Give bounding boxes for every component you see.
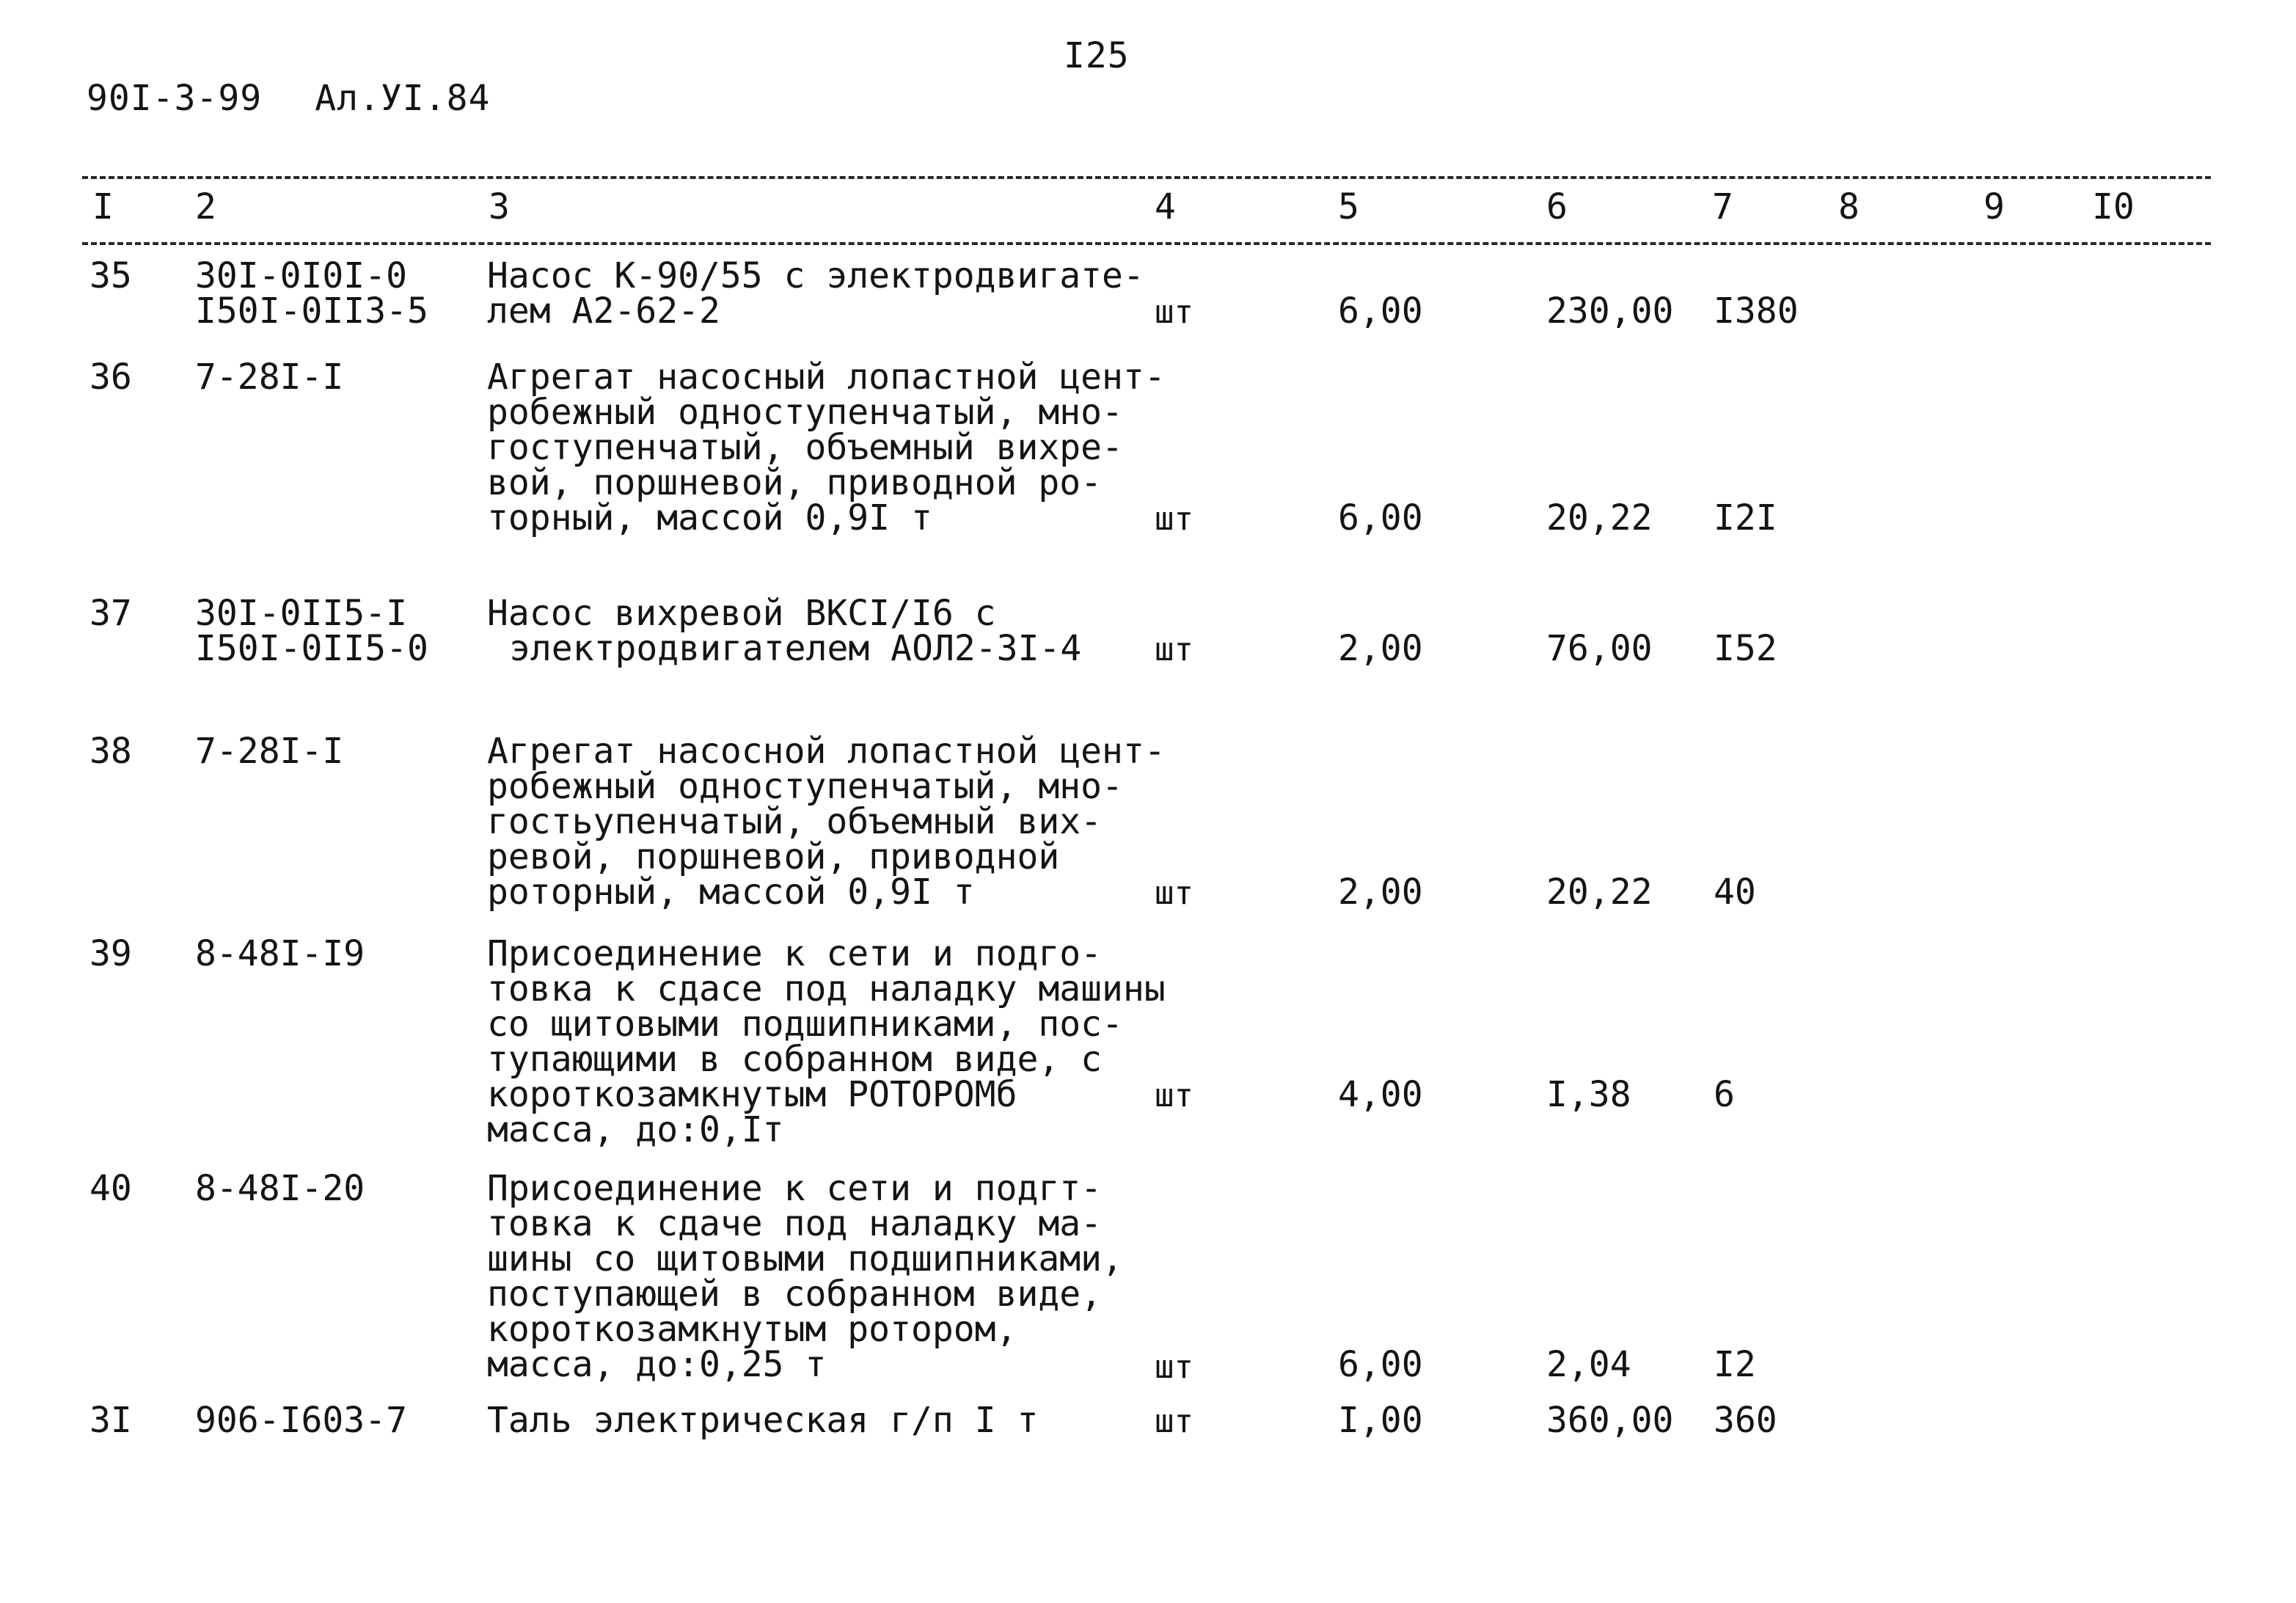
code-line: 7-28I-I [195,357,344,398]
code-line: I50I-0II3-5 [195,291,428,332]
row-total: 40 [1714,872,1756,913]
row-code [195,731,344,772]
description-line: товка к сдасе под наладку машины [487,968,1166,1009]
row-number: 36 [89,357,132,398]
row-code [195,357,344,398]
header-col-3: 3 [489,186,510,227]
row-total: I380 [1714,291,1799,332]
description-line: торный, массой 0,9I т [487,497,932,538]
description-line: роторный, массой 0,9I т [487,872,975,913]
table-top-rule [82,176,2211,179]
description-line: шины со щитовыми подшипниками, [487,1238,1123,1279]
header-col-4: 4 [1155,186,1176,227]
description-line: поступающей в собранном виде, [487,1274,1103,1315]
page-number: I25 [1064,35,1130,76]
row-description [487,1400,1039,1441]
row-price: 230,00 [1546,291,1674,332]
row-price: 2,04 [1546,1344,1631,1385]
code-line: I50I-0II5-0 [195,628,428,669]
doc-code-number: 90I-3-99 [87,78,263,119]
code-line: 906-I603-7 [195,1400,407,1441]
code-line: 30I-0I0I-0 [195,255,407,296]
description-line: ревой, поршневой, приводной [487,836,1060,877]
description-line: вой, поршневой, приводной ро- [487,462,1103,503]
description-line: электродвигателем АОЛ2-3I-4 [509,628,1082,669]
table-header-rule [82,242,2211,245]
description-line: товка к сдаче под наладку ма- [487,1203,1103,1244]
row-unit: шт [1155,1348,1193,1386]
description-line: Агрегат насосный лопастной цент- [487,357,1166,398]
row-number: 39 [89,933,132,974]
description-line: гостьупенчатый, объемный вих- [487,801,1103,842]
row-number: 38 [89,731,132,772]
row-total: 6 [1714,1074,1735,1115]
document-code [87,78,490,119]
row-unit: шт [1155,874,1193,912]
description-line: Присоединение к сети и подго- [487,933,1103,974]
album-code: Ал.УI.84 [315,78,491,119]
row-code [195,1168,365,1209]
row-unit: шт [1155,500,1193,538]
row-code [195,1400,407,1441]
row-quantity: 6,00 [1338,497,1423,538]
row-unit: шт [1155,1077,1193,1114]
description-line: Агрегат насосной лопастной цент- [487,731,1166,772]
row-quantity: 6,00 [1338,291,1423,332]
description-line: короткозамкнутым ротором, [487,1309,1017,1350]
row-total: I52 [1714,628,1777,669]
row-number: 40 [89,1168,132,1209]
description-line: Таль электрическая г/п I т [487,1400,1039,1441]
row-unit: шт [1155,631,1193,668]
row-price: 360,00 [1546,1400,1674,1441]
row-quantity: 6,00 [1338,1344,1423,1385]
row-quantity: 2,00 [1338,872,1423,913]
row-number: 37 [89,593,132,634]
description-line: робежный одноступенчатый, мно- [487,392,1123,433]
description-line: Присоединение к сети и подгт- [487,1168,1103,1209]
code-line: 8-48I-20 [195,1168,365,1209]
row-quantity: 2,00 [1338,628,1423,669]
description-line: масса, до:0,25 т [487,1344,827,1385]
code-line: 8-48I-I9 [195,933,365,974]
header-col-10: I0 [2092,186,2135,227]
code-line: 30I-0II5-I [195,593,407,634]
row-description [487,1168,1123,1385]
row-description [487,593,1082,669]
code-line: 7-28I-I [195,731,344,772]
header-col-8: 8 [1838,186,1860,227]
row-price: 20,22 [1546,872,1653,913]
row-price: I,38 [1546,1074,1631,1115]
row-total: I2I [1714,497,1777,538]
header-col-5: 5 [1338,186,1359,227]
row-description [487,731,1166,913]
row-code [195,255,428,332]
row-unit: шт [1155,1403,1193,1440]
row-description [487,933,1166,1150]
row-quantity: I,00 [1338,1400,1423,1441]
row-number: 35 [89,255,132,296]
row-price: 76,00 [1546,628,1653,669]
header-col-7: 7 [1712,186,1733,227]
row-code [195,933,365,974]
header-col-6: 6 [1546,186,1568,227]
header-col-1: I [92,186,114,227]
description-line: робежный одноступенчатый, мно- [487,766,1123,807]
row-code [195,593,428,669]
header-col-2: 2 [195,186,216,227]
description-line: лем А2-62-2 [487,291,720,332]
row-quantity: 4,00 [1338,1074,1423,1115]
row-description [487,255,1144,332]
description-line: со щитовыми подшипниками, пос- [487,1004,1123,1045]
row-number: 3I [89,1400,132,1441]
row-price: 20,22 [1546,497,1653,538]
row-total: I2 [1714,1344,1756,1385]
description-line: Насос вихревой ВКСI/I6 с [487,593,996,634]
description-line: масса, до:0,Iт [487,1109,784,1150]
description-line: Насос К-90/55 с электродвигате- [487,255,1144,296]
description-line: короткозамкнутым РОТОРОМб [487,1074,1017,1115]
row-unit: шт [1155,293,1193,331]
row-total: 360 [1714,1400,1777,1441]
row-description [487,359,1166,536]
header-col-9: 9 [1984,186,2005,227]
description-line: гоступенчатый, объемный вихре- [487,427,1123,468]
description-line: тупающими в собранном виде, с [487,1039,1103,1080]
